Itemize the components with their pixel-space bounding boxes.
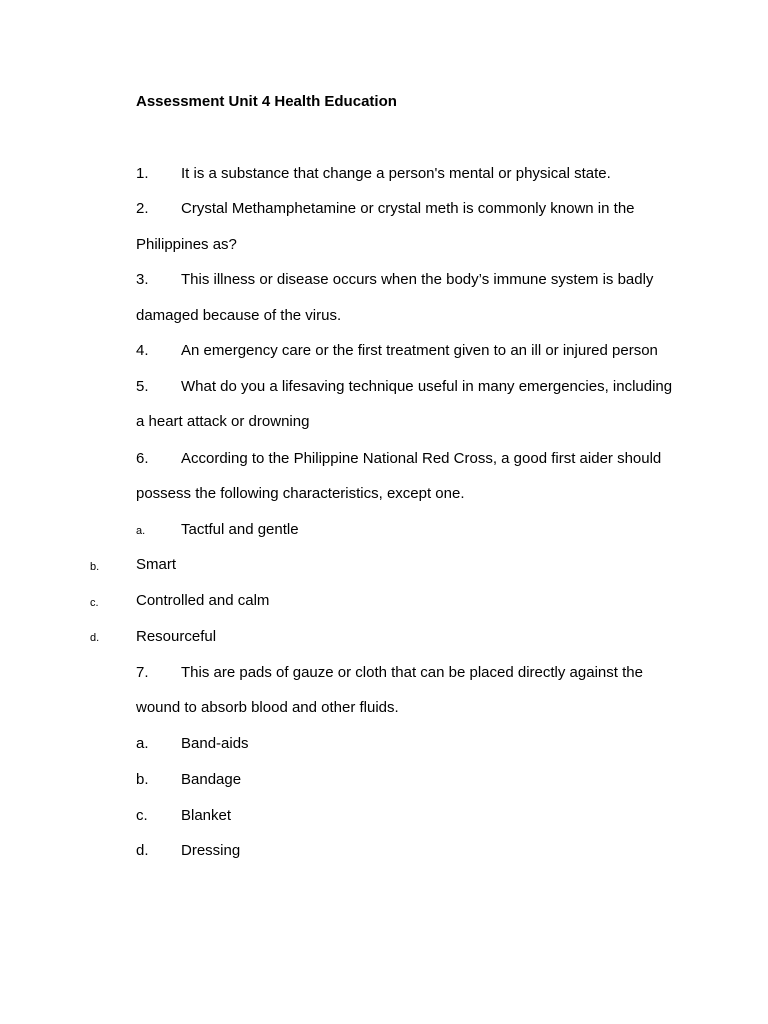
question-6-option-b-letter: b. — [90, 561, 100, 573]
question-4-text: An emergency care or the first treatment given to an ill or injured person — [181, 342, 658, 359]
question-5-number: 5. — [136, 378, 149, 395]
question-7-option-b-text: Bandage — [181, 771, 242, 788]
question-5-text-line-2: a heart attack or drowning — [136, 413, 310, 430]
question-1-number: 1. — [136, 165, 149, 182]
question-3-text-line-2: damaged because of the virus. — [136, 307, 342, 324]
question-7-option-b-letter: b. — [136, 771, 149, 788]
question-6-option-a-letter: a. — [136, 525, 146, 537]
question-5-text-line-1: What do you a lifesaving technique useful in many emergencies, including — [181, 378, 673, 395]
question-7-option-d-text: Dressing — [181, 842, 241, 859]
question-4-number: 4. — [136, 342, 149, 359]
question-1-text: It is a substance that change a person's mental or physical state. — [181, 165, 611, 182]
question-2-text-line-1: Crystal Methamphetamine or crystal meth is commonly known in the — [181, 200, 635, 217]
question-6-text-line-1: According to the Philippine National Red Cross, a good first aider should — [181, 450, 662, 467]
question-6-option-d-text: Resourceful — [136, 628, 217, 645]
question-3-text-line-1: This illness or disease occurs when the body’s immune system is badly — [181, 271, 654, 288]
question-6-option-d-letter: d. — [90, 632, 100, 644]
question-2-text-line-2: Philippines as? — [136, 236, 237, 253]
question-7-text-line-1: This are pads of gauze or cloth that can be placed directly against the — [181, 664, 643, 681]
question-7-option-c-letter: c. — [136, 807, 148, 824]
document-title: Assessment Unit 4 Health Education — [136, 93, 397, 110]
question-6-option-c-text: Controlled and calm — [136, 592, 270, 609]
question-6-option-c-letter: c. — [90, 597, 99, 609]
question-7-option-c-text: Blanket — [181, 807, 232, 824]
question-7-option-a-text: Band-aids — [181, 735, 249, 752]
question-2-number: 2. — [136, 200, 149, 217]
question-3-number: 3. — [136, 271, 149, 288]
question-6-option-a-text: Tactful and gentle — [181, 521, 299, 538]
question-6-option-b-text: Smart — [136, 556, 177, 573]
question-7-option-a-letter: a. — [136, 735, 149, 752]
question-6-text-line-2: possess the following characteristics, except one. — [136, 485, 465, 502]
question-7-text-line-2: wound to absorb blood and other fluids. — [136, 699, 399, 716]
question-7-option-d-letter: d. — [136, 842, 149, 859]
question-7-number: 7. — [136, 664, 149, 681]
question-6-number: 6. — [136, 450, 149, 467]
